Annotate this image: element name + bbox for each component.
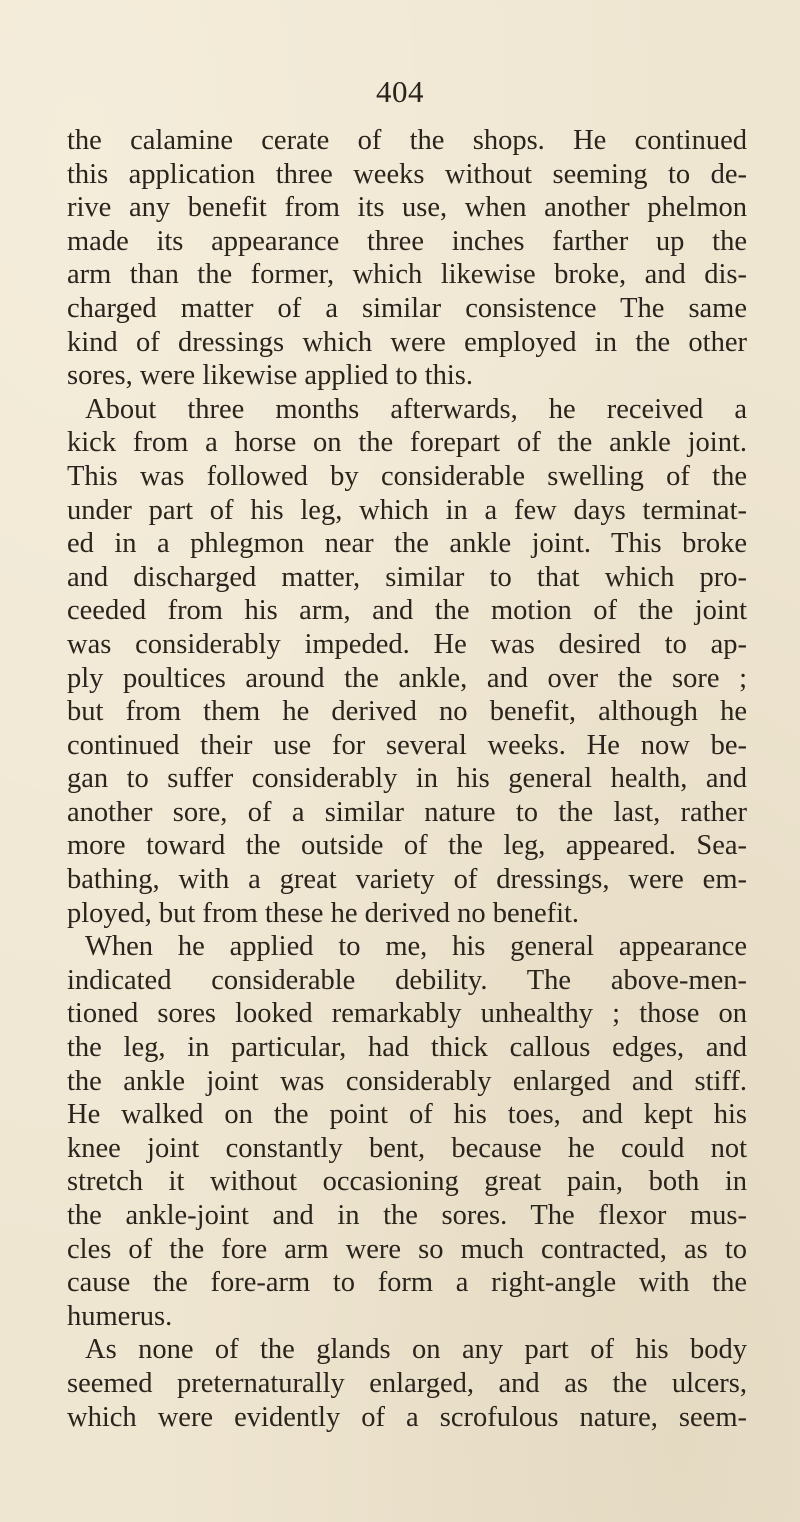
text-line: stretch it without occasioning great pain, both in [67, 1166, 747, 1198]
text-line: kick from a horse on the forepart of the ankle joint. [67, 427, 747, 459]
text-line: this application three weeks without seeming to de- [67, 158, 747, 190]
text-line: This was followed by considerable swelling of the [67, 460, 747, 492]
text-line: humerus. [67, 1300, 173, 1332]
text-line: kind of dressings which were employed in the other [67, 326, 747, 358]
text-line: ceeded from his arm, and the motion of the joint [67, 595, 747, 627]
body-text [67, 124, 747, 1434]
text-line: the ankle joint was considerably enlarged and stiff. [67, 1065, 747, 1097]
text-line: gan to suffer considerably in his general health, and [67, 763, 747, 795]
text-line: more toward the outside of the leg, appeared. Sea- [67, 830, 747, 862]
text-line: About three months afterwards, he received a [85, 393, 747, 425]
text-line: cles of the fore arm were so much contracted, as to [67, 1233, 747, 1265]
text-line: ply poultices around the ankle, and over the sore ; [67, 662, 747, 694]
text-line: and discharged matter, similar to that which pro- [67, 561, 747, 593]
text-line: indicated considerable debility. The above-men- [67, 964, 747, 996]
text-line: the leg, in particular, had thick callous edges, and [67, 1032, 747, 1064]
text-line: seemed preternaturally enlarged, and as the ulcers, [67, 1367, 747, 1399]
text-line: ed in a phlegmon near the ankle joint. This broke [67, 528, 747, 560]
text-line: rive any benefit from its use, when another phelmon [67, 192, 747, 224]
text-line: which were evidently of a scrofulous nature, seem- [67, 1401, 747, 1433]
text-line: arm than the former, which likewise broke, and dis- [67, 259, 747, 291]
text-line: bathing, with a great variety of dressings, were em- [67, 864, 747, 896]
page-number: 404 [376, 74, 424, 109]
text-line: but from them he derived no benefit, although he [67, 696, 747, 728]
text-line: ployed, but from these he derived no benefit. [67, 897, 580, 929]
text-line: the ankle-joint and in the sores. The flexor mus- [67, 1200, 747, 1231]
text-line: tioned sores looked remarkably unhealthy ; those on [67, 998, 747, 1030]
text-line: under part of his leg, which in a few days terminat- [67, 494, 747, 526]
text-line: was considerably impeded. He was desired to ap- [67, 628, 747, 660]
text-line: another sore, of a similar nature to the last, rather [67, 796, 747, 828]
text-line: charged matter of a similar consistence The same [67, 292, 747, 324]
text-line: When he applied to me, his general appearance [85, 931, 747, 963]
text-line: knee joint constantly bent, because he could not [67, 1132, 747, 1164]
text-line: sores, were likewise applied to this. [67, 360, 474, 392]
text-line: cause the fore-arm to form a right-angle with the [67, 1267, 747, 1299]
text-line: continued their use for several weeks. He now be- [67, 729, 747, 761]
text-line: He walked on the point of his toes, and kept his [67, 1099, 747, 1131]
text-line: As none of the glands on any part of his body [85, 1334, 747, 1366]
text-line: the calamine cerate of the shops. He continued [67, 125, 747, 156]
text-line: made its appearance three inches farther up the [67, 225, 747, 257]
